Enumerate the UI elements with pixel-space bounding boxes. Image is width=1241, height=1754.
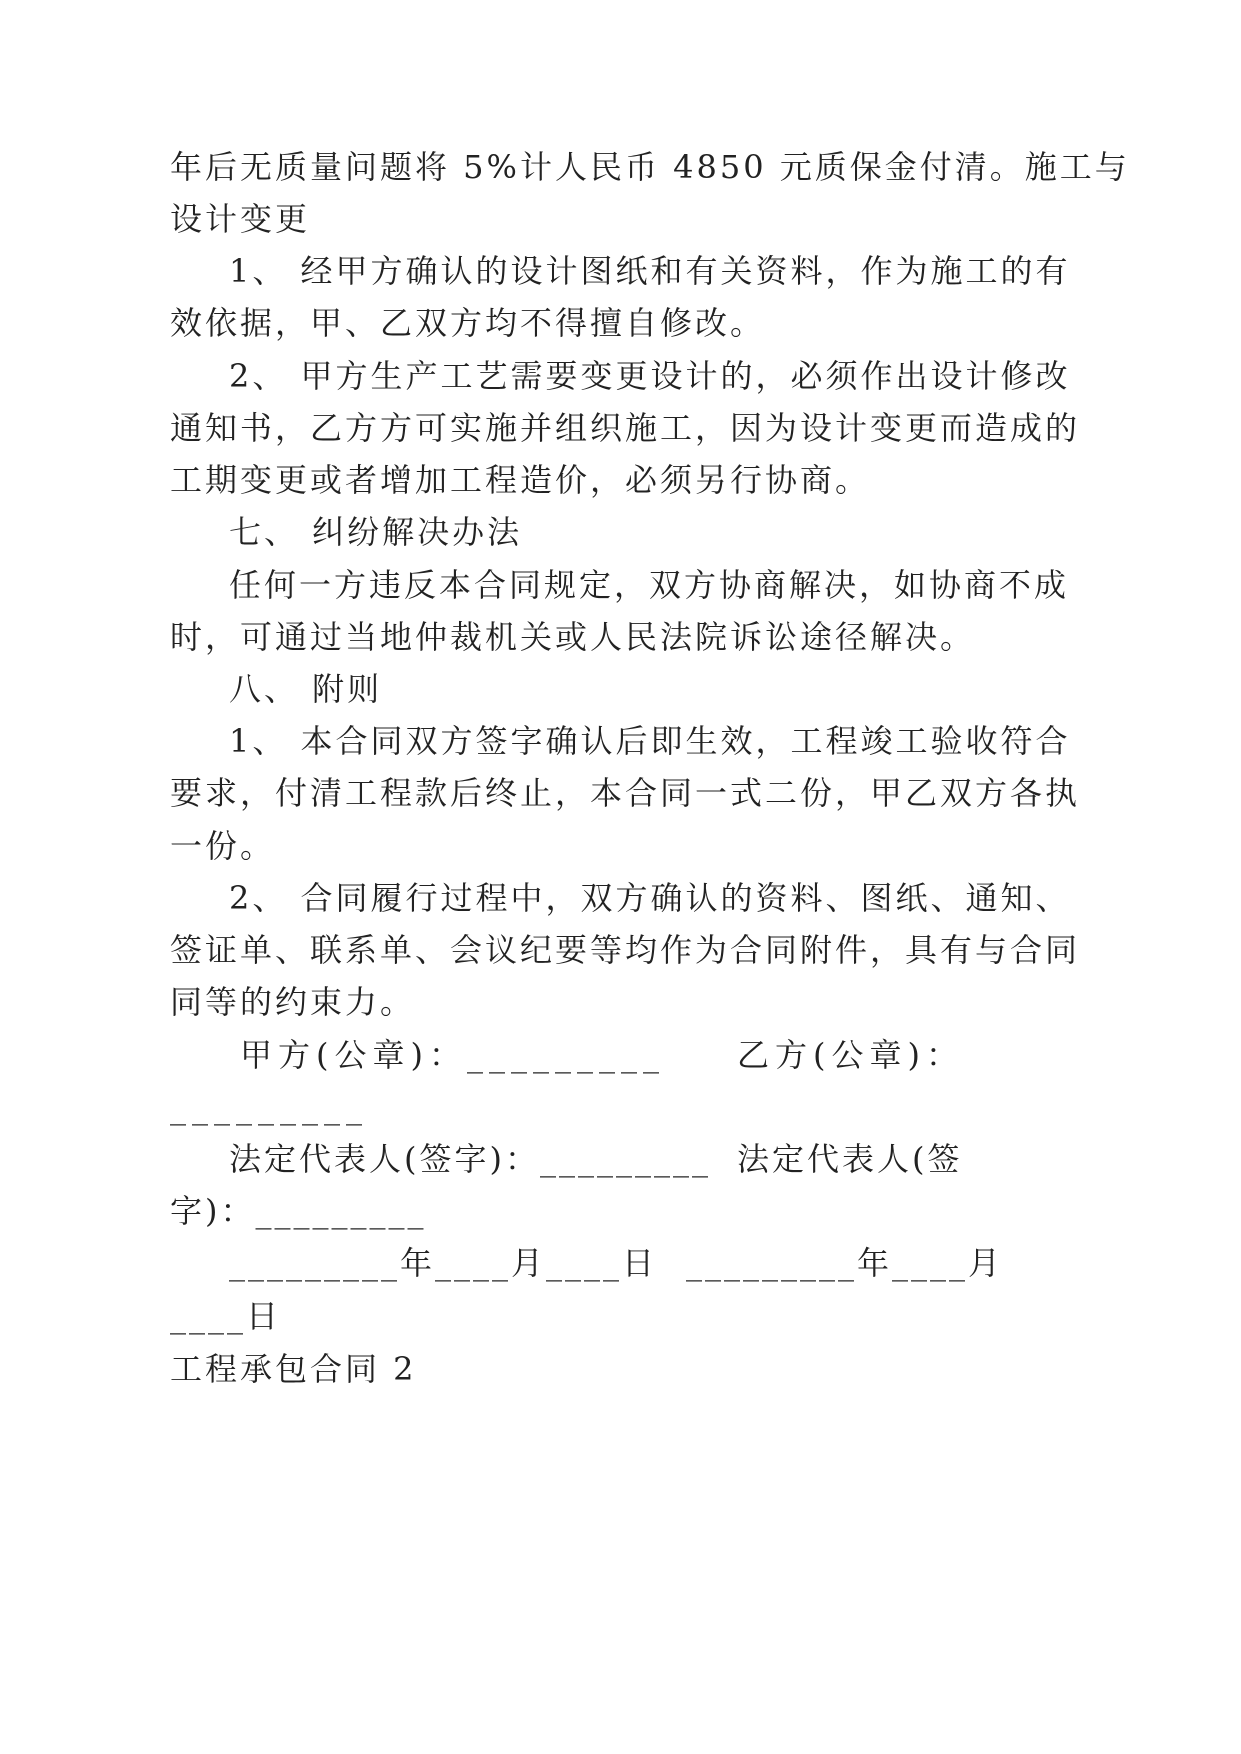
- paragraph-line: 设计变更: [170, 200, 311, 238]
- paragraph-line: 签证单、联系单、会议纪要等均作为合同附件，具有与合同: [170, 931, 1081, 969]
- paragraph-line: 任何一方违反本合同规定，双方协商解决，如协商不成: [229, 566, 1070, 604]
- paragraph-line: 年后无质量问题将 5%计人民币 4850 元质保金付清。施工与: [170, 148, 1130, 186]
- paragraph-line: 通知书，乙方方可实施并组织施工，因为设计变更而造成的: [170, 409, 1081, 447]
- paragraph-line: 一份。: [170, 827, 276, 865]
- party-b-date-field: _________年____月: [686, 1244, 1004, 1282]
- party-a-date-field: _________年____月____日: [229, 1244, 658, 1282]
- clause-line: 1、 本合同双方签字确认后即生效，工程竣工验收符合: [229, 722, 1071, 760]
- paragraph-line: 同等的约束力。: [170, 983, 416, 1021]
- section-heading: 八、 附则: [229, 670, 383, 708]
- party-b-date-blank: ____日: [170, 1297, 282, 1335]
- clause-line: 2、 合同履行过程中，双方确认的资料、图纸、通知、: [229, 879, 1071, 917]
- paragraph-line: 工期变更或者增加工程造价，必须另行协商。: [170, 461, 871, 499]
- paragraph-line: 要求，付清工程款后终止，本合同一式二份，甲乙双方各执: [170, 774, 1081, 812]
- party-b-seal-field: 乙方(公章)：: [737, 1036, 964, 1074]
- party-b-seal-blank: _________: [170, 1088, 368, 1126]
- paragraph-line: 效依据，甲、乙双方均不得擅自修改。: [170, 304, 766, 342]
- clause-line: 2、 甲方生产工艺需要变更设计的，必须作出设计修改: [229, 357, 1071, 395]
- document-title: 工程承包合同 2: [170, 1350, 417, 1388]
- clause-line: 1、 经甲方确认的设计图纸和有关资料，作为施工的有: [229, 252, 1071, 290]
- party-b-representative-blank: 字)：_________: [170, 1192, 427, 1230]
- party-b-representative-field: 法定代表人(签: [737, 1140, 963, 1178]
- paragraph-line: 时，可通过当地仲裁机关或人民法院诉讼途径解决。: [170, 618, 976, 656]
- party-a-seal-field: 甲方(公章)：_________: [240, 1036, 665, 1074]
- section-heading: 七、 纠纷解决办法: [229, 513, 523, 551]
- party-a-representative-field: 法定代表人(签字)：_________: [229, 1140, 711, 1178]
